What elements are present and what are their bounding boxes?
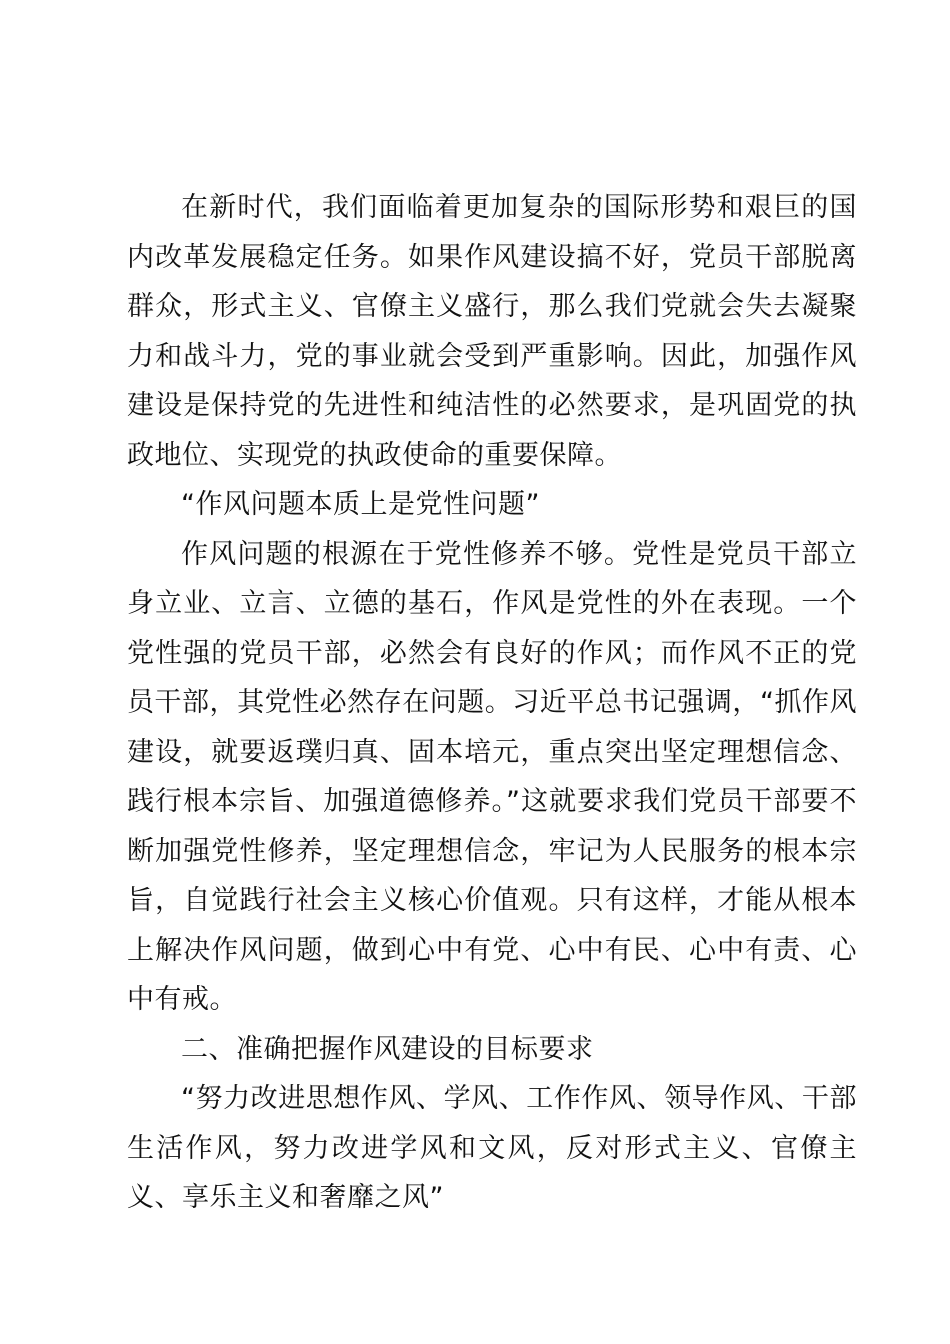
paragraph-goal-quote: “努力改进思想作风、学风、工作作风、领导作风、干部生活作风，努力改进学风和文风，反对形式主义、官僚主义、享乐主义和奢靡之风” [127,1083,857,1213]
paragraph-intro: 在新时代，我们面临着更加复杂的国际形势和艰巨的国内改革发展稳定任务。如果作风建设搞不好，党员干部脱离群众，形式主义、官僚主义盛行，那么我们党就会失去凝聚力和战斗力，党的事业就会受到严重影响。因此，加强作风建设是保持党的先进性和纯洁性的必然要求，是巩固党的执政地位、实现党的执政使命的重要保障。 [127,192,857,471]
document-body [127,183,857,1223]
paragraph-party-spirit: 作风问题的根源在于党性修养不够。党性是党员干部立身立业、立言、立德的基石，作风是党性的外在表现。一个党性强的党员干部，必然会有良好的作风；而作风不正的党员干部，其党性必然存在问题。习近平总书记强调，“抓作风建设，就要返璞归真、固本培元，重点突出坚定理想信念、践行根本宗旨、加强道德修养。”这就要求我们党员干部要不断加强党性修养，坚定理想信念，牢记为人民服务的根本宗旨，自觉践行社会主义核心价值观。只有这样，才能从根本上解决作风问题，做到心中有党、心中有民、心中有责、心中有戒。 [127,538,857,1015]
section-quote-heading: “作风问题本质上是党性问题” [181,489,540,520]
section-heading-2: 二、准确把握作风建设的目标要求 [181,1033,594,1065]
